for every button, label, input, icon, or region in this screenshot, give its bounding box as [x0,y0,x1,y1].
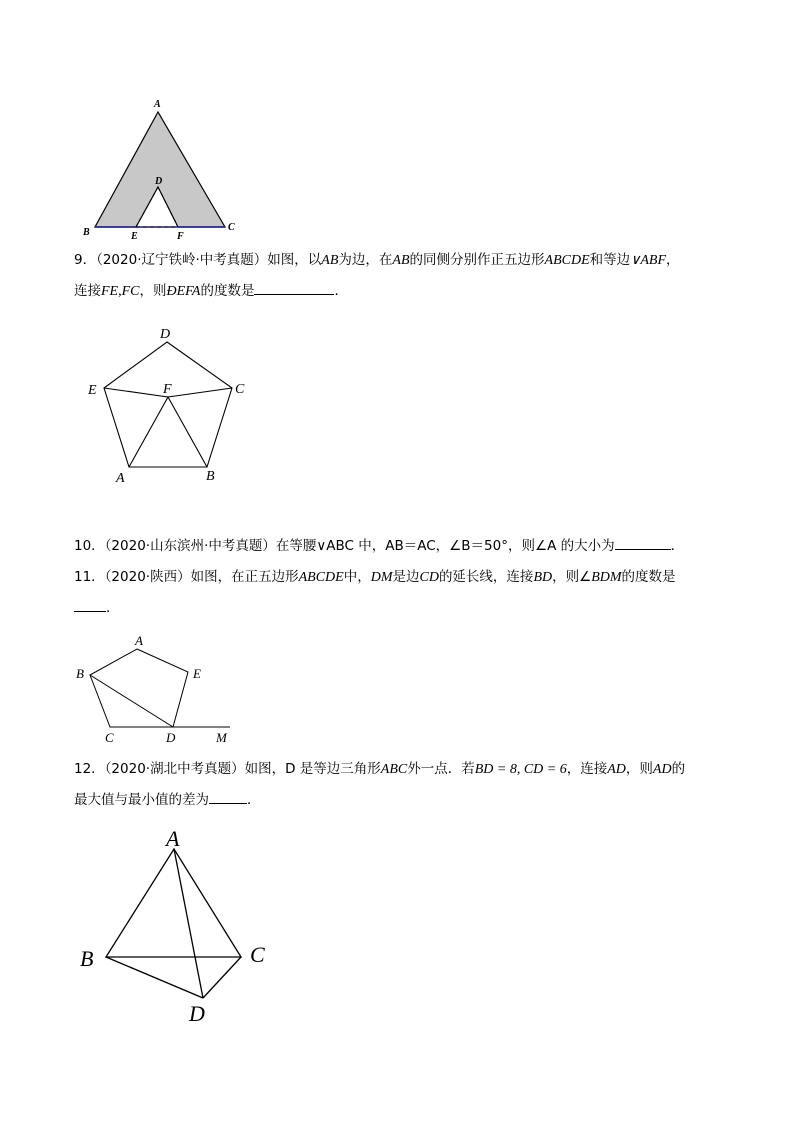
equilateral-triangle [106,849,241,957]
pentagon-figure-q9 [82,322,257,492]
question-source: （2020·辽宁铁岭·中考真题） [96,252,268,268]
question-9-line2: 连接FE,FC，则ÐEFA的度数是 ． [74,283,348,299]
label-m: M [216,730,227,745]
question-source: （2020·山东滨州·中考真题） [104,538,276,554]
label-b: B [80,946,94,971]
segment-cd [203,957,241,998]
question-9-line1: 9．（2020·辽宁铁岭·中考真题）如图，以AB为边，在AB的同侧分别作正五边形ABCDE和等边∨ABF， [74,252,680,268]
segment-bd [106,957,203,998]
question-source: （2020·湖北中考真题） [104,761,245,777]
pentagon [104,342,232,467]
label-c: C [250,942,265,967]
question-12-line2: 最大值与最小值的差为 ． [74,792,261,808]
pentagon [90,649,188,727]
label-d: D [166,730,176,745]
label-e: E [88,383,97,398]
question-11-line2: ． [74,598,120,618]
question-number: 12． [74,761,105,777]
answer-blank[interactable] [254,282,334,295]
label-a: A [135,633,143,648]
label-c: C [228,222,235,233]
label-a: A [154,99,161,110]
label-c: C [105,730,114,745]
question-number: 10． [74,538,105,554]
label-b: B [76,666,84,681]
segment-fc [168,388,232,397]
segment-fe [104,388,168,397]
pentagon-figure-q11 [70,632,240,747]
question-11-line1: 11．（2020·陕西）如图，在正五边形ABCDE中，DM是边CD的延长线，连接BD，则∠BDM的度数是 [74,569,676,585]
answer-blank[interactable] [209,791,247,804]
triangle-figure-q12 [76,824,276,1029]
label-e: E [131,231,138,242]
question-number: 9． [74,252,97,268]
question-12-line1: 12．（2020·湖北中考真题）如图，D 是等边三角形ABC外一点．若BD = 8, CD = 6，连接AD，则AD的 [74,761,686,777]
question-number: 11． [74,569,105,585]
question-10: 10．（2020·山东滨州·中考真题）在等腰∨ABC 中，AB＝AC，∠B＝50°，则∠A 的大小为 ． [74,538,685,554]
shaded-region [95,112,225,227]
label-b: B [83,227,90,238]
triangle-figure-q8 [80,95,250,245]
label-c: C [235,382,245,397]
segment-bd [90,675,173,727]
question-source: （2020·陕西） [104,569,191,585]
answer-blank[interactable] [74,599,106,612]
label-d: D [155,176,163,187]
label-a: A [166,826,180,851]
label-d: D [189,1001,205,1026]
label-e: E [193,666,201,681]
answer-blank[interactable] [615,537,671,550]
label-a: A [116,471,125,486]
label-b: B [206,469,215,484]
label-f: F [163,382,172,397]
label-d: D [160,327,171,342]
equilateral-triangle [129,397,207,467]
label-f: F [177,231,184,242]
